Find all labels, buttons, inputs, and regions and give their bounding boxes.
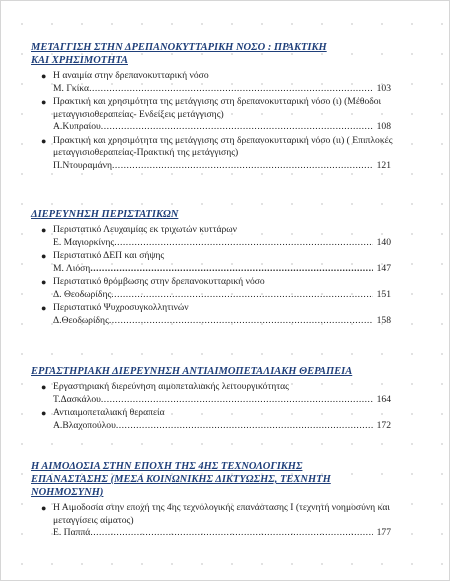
entry-author-line [53, 315, 391, 328]
toc-section-blood-donation [31, 460, 421, 541]
entry-title: Πρακτική και χρησιμότητα της μετάγγισης στη δρεπανοκυτταρική νόσο (ι) (Μέθοδοι μεταγγισιοθεραπείας- Ενδείξεις μετάγγισης) [53, 96, 382, 120]
toc-entry [41, 70, 421, 95]
entry-page: 147 [376, 262, 391, 274]
entry-list [31, 70, 421, 172]
entry-author-line [53, 237, 391, 250]
entry-title: Η Αιμοδοσία στην εποχή της 4ης τεχνολογικής επανάστασης Ι (τεχνητή νοημοσύνη και μεταγγίσεις αίματος) [53, 502, 390, 526]
entry-title: Περιστατικό ΔΕΠ και σήψης [53, 250, 165, 261]
entry-author-line [53, 420, 391, 433]
entry-author-line [53, 121, 391, 134]
entry-author: Δ.Θεοδωρίδης [53, 314, 109, 326]
entry-list [31, 381, 421, 432]
entry-list [31, 224, 421, 327]
bullet-icon: ● [41, 71, 47, 81]
bullet-icon: ● [41, 135, 47, 146]
toc-entry [41, 250, 421, 275]
entry-page: 103 [376, 82, 391, 94]
toc-entry [41, 407, 421, 432]
entry-author-line [53, 263, 391, 276]
entry-author: Μ. Λιόση [53, 262, 91, 274]
toc-entry [41, 276, 421, 301]
toc-section-lab-antiplatelet [31, 365, 421, 433]
entry-title: Εργαστηριακή διερεύνηση αιμοπεταλιακής λειτουργικότητας [53, 381, 289, 392]
toc-entry [41, 96, 421, 134]
entry-author: Τ.Δασκάλου [53, 393, 101, 405]
dot-leader [116, 420, 373, 433]
entry-author-line [53, 83, 391, 96]
section-title: ΜΕΤΑΓΓΙΣΗ ΣΤΗΝ ΔΡΕΠΑΝΟΚΥΤΤΑΡΙΚΗ ΝΟΣΟ : ΠΡΑΚΤΙΚΗ ΚΑΙ ΧΡΗΣΙΜΟΤΗΤΑ [31, 42, 327, 66]
entry-page: 164 [376, 393, 391, 405]
bullet-icon: ● [41, 251, 47, 261]
entry-page: 151 [376, 288, 391, 300]
toc-entry [41, 134, 421, 173]
dot-leader [114, 237, 372, 250]
entry-page: 121 [376, 159, 391, 171]
entry-author: Δ. Θεοδωρίδης [53, 288, 112, 300]
entry-title: Η αναιμία στην δρεπανοκυτταρική νόσο [53, 70, 209, 81]
toc-entry [41, 502, 421, 540]
toc-entry [41, 224, 421, 249]
entry-page: 158 [376, 314, 391, 326]
entry-title: Αντιαιμοπεταλιακή θεραπεία [53, 407, 165, 418]
bullet-icon: ● [41, 97, 47, 107]
bullet-icon: ● [41, 225, 47, 235]
bullet-icon: ● [41, 382, 47, 392]
toc-entry [41, 302, 421, 327]
entry-page: 177 [376, 527, 391, 538]
entry-author: Α.Βλαχοπούλου [53, 419, 116, 431]
entry-title: Πρακτική και χρησιμότητα της μετάγγισης στη δρεπανοκυτταρική νόσο (ιι) ( Επιπλοκές μεταγγισιοθεραπείας-Πρακτική της μετάγγισης) [53, 134, 393, 158]
entry-page: 108 [376, 121, 391, 132]
entry-page: 172 [376, 419, 391, 431]
entry-author-line [53, 289, 391, 302]
entry-title: Περιστατικό Ψυχροσυγκολλητινών [53, 302, 189, 313]
section-title: ΕΡΓΑΣΤΗΡΙΑΚΗ ΔΙΕΡΕΥΝΗΣΗ ΑΝΤΙΑΙΜΟΠΕΤΑΛΙΑΚΗ ΘΕΡΑΠΕΙΑ [31, 366, 353, 377]
entry-author: Ε. Μαγιορκίνης [53, 236, 115, 248]
dot-leader [101, 394, 373, 407]
entry-author: Α.Κυπραίου [53, 121, 101, 132]
bullet-icon: ● [41, 303, 47, 313]
bullet-icon: ● [41, 277, 47, 287]
toc-section-transfusion [31, 41, 421, 173]
entry-author-line [53, 527, 391, 540]
dot-leader [111, 289, 372, 302]
entry-author: Μ. Γκίκα [53, 82, 90, 94]
dot-leader [112, 160, 373, 173]
entry-title: Περιστατικό θρόμβωσης στην δρεπανοκυτταρική νόσο [53, 276, 265, 287]
dot-leader [90, 263, 372, 276]
dot-leader [90, 527, 372, 540]
section-title: ΔΙΕΡΕΥΝΗΣΗ ΠΕΡΙΣΤΑΤΙΚΩΝ [31, 209, 179, 220]
dot-leader [101, 121, 373, 134]
toc-entry [41, 381, 421, 406]
bullet-icon: ● [41, 503, 47, 513]
section-title: Η ΑΙΜΟΔΟΣΙΑ ΣΤΗΝ ΕΠΟΧΗ ΤΗΣ 4ΗΣ ΤΕΧΝΟΛΟΓΙΚΗΣ ΕΠΑΝΑΣΤΑΣΗΣ (ΜΕΣΑ ΚΟΙΝΩΝΙΚΗΣ ΔΙΚΤΥΩΣΗΣ, ΤΕΧΝΗΤΗ ΝΟΗΜΟΣΥΝΗ) [31, 461, 331, 498]
bullet-icon: ● [41, 408, 47, 418]
entry-list [31, 502, 421, 540]
entry-author: Ε. Παππά [53, 527, 91, 538]
dot-leader [89, 83, 373, 96]
dot-leader [109, 315, 373, 328]
entry-author-line [53, 160, 391, 173]
entry-title: Περιστατικό Λευχαιμίας εκ τριχωτών κυττάρων [53, 224, 237, 235]
entry-page: 140 [376, 236, 391, 248]
entry-author: Π.Ντουραμάνη [53, 159, 112, 171]
entry-author-line [53, 394, 391, 407]
toc-section-case-studies [31, 208, 421, 328]
